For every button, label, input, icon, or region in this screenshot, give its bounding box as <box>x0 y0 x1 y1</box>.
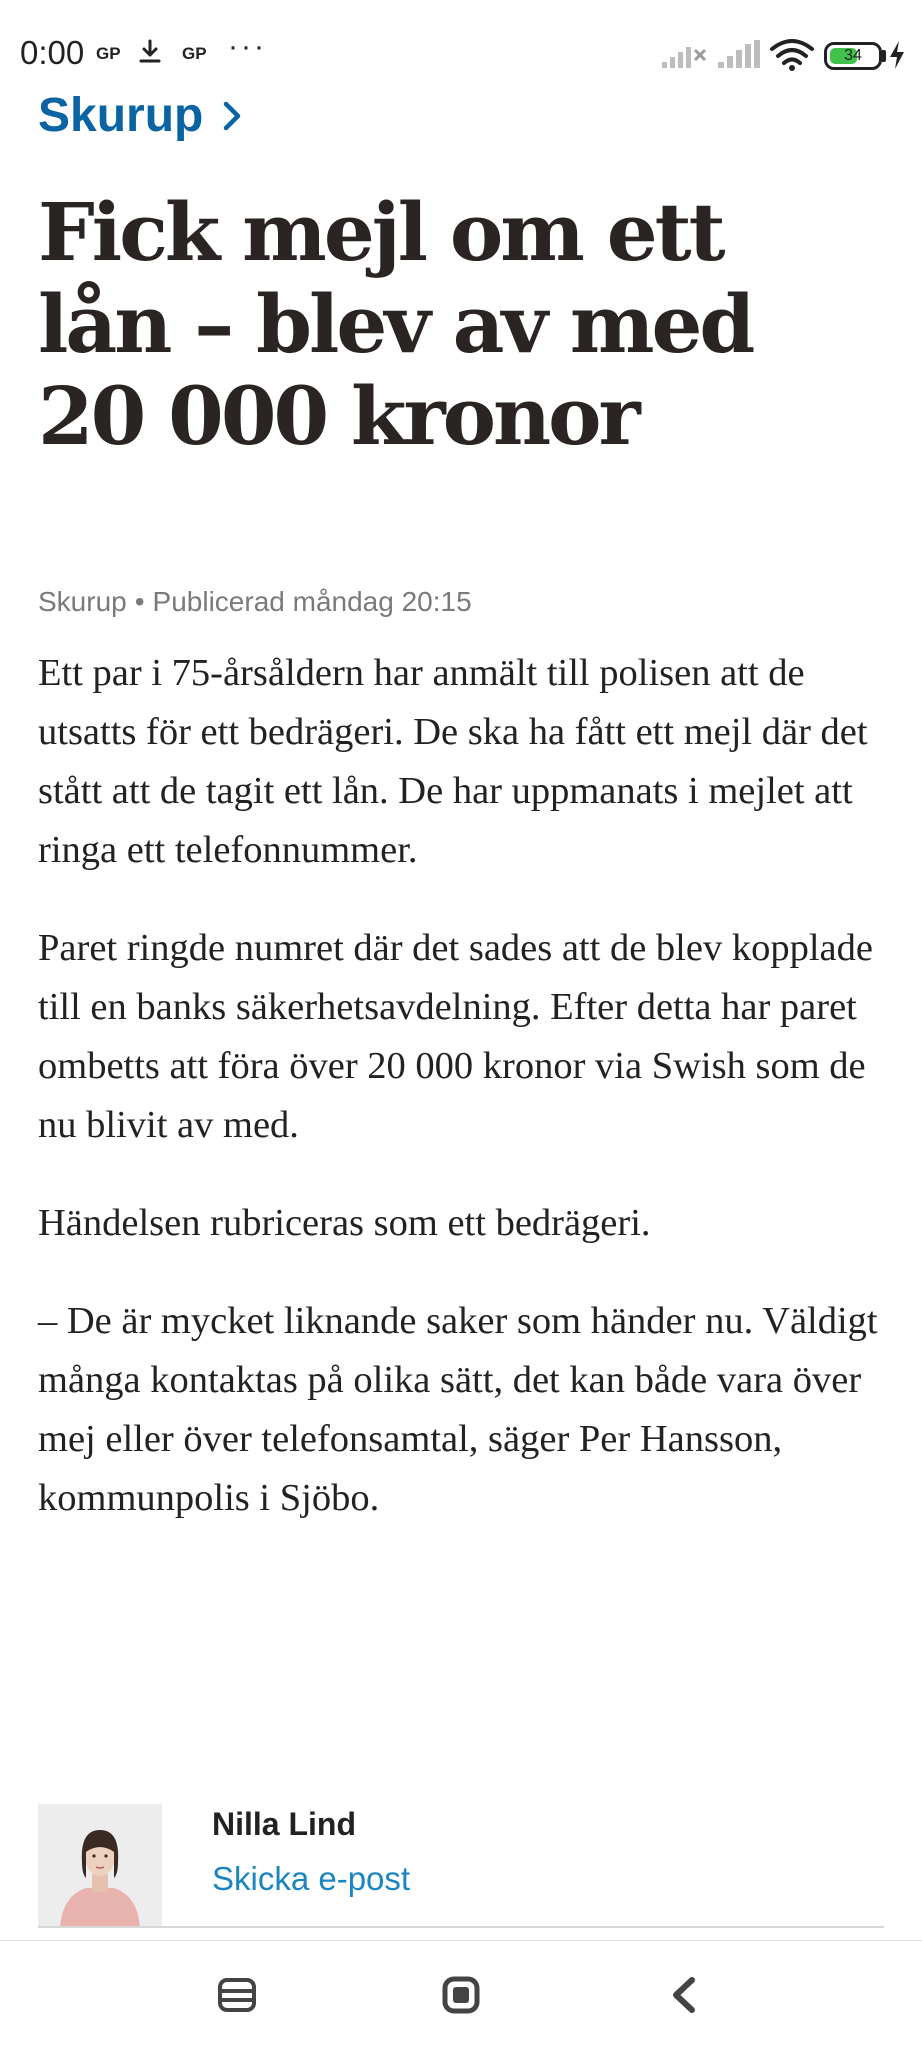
signal-no-service-icon <box>660 40 710 70</box>
signal-icon <box>716 40 762 70</box>
back-icon <box>666 1975 702 2015</box>
meta-location: Skurup <box>38 586 127 617</box>
more-notifications-icon: ··· <box>228 30 267 63</box>
paragraph: Ett par i 75-årsåldern har anmält till polisen att de utsatts för ett bedrägeri. De ska ha fått ett mejl där det stått att de tagit ett lån. De har uppmanats i mejlet att ringa ett telefonnummer. <box>38 652 868 871</box>
section-link[interactable] <box>38 88 245 143</box>
chevron-right-icon <box>221 100 245 132</box>
notification-gp-icon-2: GP <box>182 44 207 63</box>
paragraph: Paret ringde numret där det sades att de blev kopplade till en banks säkerhetsavdelning. Efter detta har paret ombetts att föra över 20 000 kronor via Swish som de nu blivit av med. <box>38 927 873 1146</box>
recent-apps-button[interactable] <box>207 1969 267 2021</box>
home-icon <box>441 1975 481 2015</box>
home-button[interactable] <box>431 1969 491 2021</box>
meta-published: Publicerad måndag 20:15 <box>152 586 472 617</box>
section-label: Skurup <box>38 89 204 142</box>
back-button[interactable] <box>654 1969 714 2021</box>
download-icon <box>136 38 164 66</box>
system-nav-bar <box>0 1940 922 2049</box>
author-portrait-icon <box>38 1804 162 1928</box>
status-time: 0:00 <box>20 34 85 71</box>
battery-level: 34 <box>844 47 862 64</box>
wifi-icon <box>770 38 814 72</box>
recent-apps-icon <box>217 1977 257 2013</box>
divider <box>38 1926 884 1928</box>
article-headline: Fick mejl om ett lån – blev av med 20 000 kronor <box>38 185 753 463</box>
send-email-link[interactable]: Skicka e-post <box>212 1860 411 1897</box>
paragraph: Händelsen rubriceras som ett bedrägeri. <box>38 1202 651 1244</box>
battery-icon <box>824 42 882 70</box>
notification-gp-icon: GP <box>96 44 121 63</box>
meta-separator: • <box>134 586 145 617</box>
author-avatar[interactable] <box>38 1804 162 1928</box>
author-name: Nilla Lind <box>212 1806 356 1842</box>
article-body <box>38 644 886 1567</box>
status-bar <box>0 0 922 92</box>
charging-bolt-icon <box>888 40 906 70</box>
article-meta <box>38 586 472 618</box>
paragraph: – De är mycket liknande saker som händer nu. Väldigt många kontaktas på olika sätt, det kan både vara över mej eller över telefonsamtal, säger Per Hansson, kommunpolis i Sjöbo. <box>38 1300 878 1519</box>
